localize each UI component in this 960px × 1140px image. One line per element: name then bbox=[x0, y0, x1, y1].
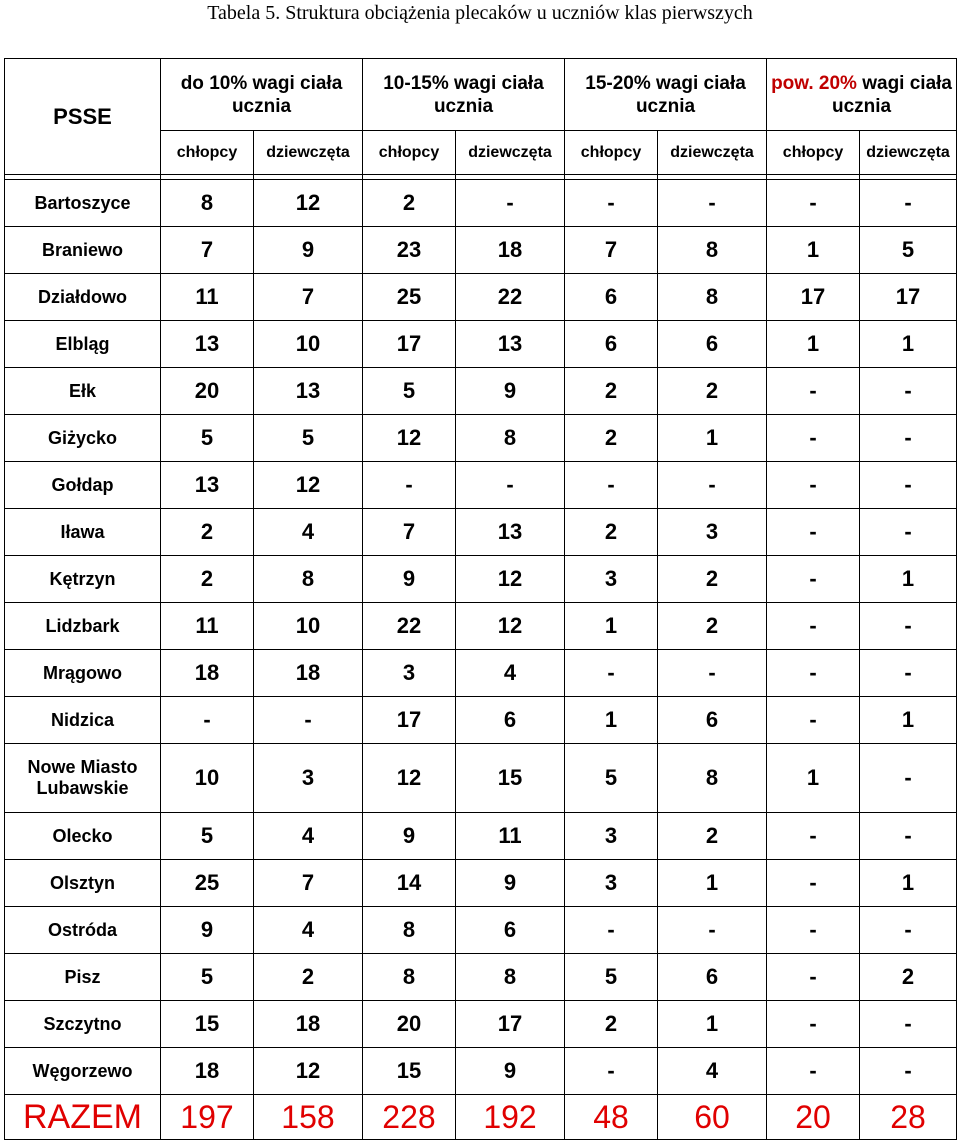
value-cell: - bbox=[860, 744, 957, 813]
value-cell: 4 bbox=[456, 650, 565, 697]
value-cell: 25 bbox=[363, 274, 456, 321]
table-row bbox=[5, 227, 957, 274]
value-cell: 5 bbox=[161, 415, 254, 462]
value-cell: 2 bbox=[254, 954, 363, 1001]
value-cell: 3 bbox=[565, 813, 658, 860]
psse-name: Działdowo bbox=[5, 274, 161, 321]
value-cell: 18 bbox=[161, 650, 254, 697]
value-cell: 6 bbox=[658, 321, 767, 368]
value-cell: 1 bbox=[658, 415, 767, 462]
value-cell: 9 bbox=[254, 227, 363, 274]
value-cell: - bbox=[860, 180, 957, 227]
value-cell: 7 bbox=[363, 509, 456, 556]
value-cell: 1 bbox=[860, 860, 957, 907]
value-cell: 5 bbox=[161, 954, 254, 1001]
psse-name: Bartoszyce bbox=[5, 180, 161, 227]
value-cell: 12 bbox=[254, 180, 363, 227]
boys-header: chłopcy bbox=[767, 131, 860, 175]
value-cell: - bbox=[456, 462, 565, 509]
value-cell: 9 bbox=[363, 556, 456, 603]
total-label: RAZEM bbox=[5, 1095, 161, 1140]
value-cell: 2 bbox=[565, 509, 658, 556]
value-cell: 4 bbox=[254, 813, 363, 860]
psse-name: Iława bbox=[5, 509, 161, 556]
value-cell: 9 bbox=[456, 1048, 565, 1095]
value-cell: 5 bbox=[161, 813, 254, 860]
value-cell: - bbox=[767, 954, 860, 1001]
value-cell: 12 bbox=[254, 1048, 363, 1095]
value-cell: 12 bbox=[254, 462, 363, 509]
table-row bbox=[5, 556, 957, 603]
total-value-cell: 192 bbox=[456, 1095, 565, 1140]
boys-header: chłopcy bbox=[161, 131, 254, 175]
value-cell: 2 bbox=[860, 954, 957, 1001]
value-cell: - bbox=[565, 462, 658, 509]
value-cell: 13 bbox=[456, 321, 565, 368]
total-value-cell: 20 bbox=[767, 1095, 860, 1140]
value-cell: - bbox=[161, 697, 254, 744]
value-cell: - bbox=[565, 907, 658, 954]
value-cell: 11 bbox=[161, 603, 254, 650]
value-cell: 9 bbox=[363, 813, 456, 860]
table-row bbox=[5, 954, 957, 1001]
value-cell: 17 bbox=[860, 274, 957, 321]
value-cell: - bbox=[767, 368, 860, 415]
value-cell: 3 bbox=[254, 744, 363, 813]
value-cell: - bbox=[565, 1048, 658, 1095]
value-cell: - bbox=[767, 907, 860, 954]
table-row bbox=[5, 274, 957, 321]
value-cell: 2 bbox=[658, 556, 767, 603]
value-cell: 12 bbox=[363, 744, 456, 813]
value-cell: 2 bbox=[565, 368, 658, 415]
value-cell: 10 bbox=[254, 321, 363, 368]
total-value-cell: 228 bbox=[363, 1095, 456, 1140]
table-row bbox=[5, 180, 957, 227]
value-cell: 12 bbox=[363, 415, 456, 462]
total-value-cell: 197 bbox=[161, 1095, 254, 1140]
value-cell: - bbox=[767, 462, 860, 509]
value-cell: 23 bbox=[363, 227, 456, 274]
value-cell: - bbox=[767, 697, 860, 744]
table-row bbox=[5, 650, 957, 697]
value-cell: 9 bbox=[456, 860, 565, 907]
value-cell: 6 bbox=[658, 954, 767, 1001]
value-cell: - bbox=[658, 180, 767, 227]
psse-name: Elbląg bbox=[5, 321, 161, 368]
value-cell: 13 bbox=[456, 509, 565, 556]
value-cell: 5 bbox=[565, 954, 658, 1001]
table-row bbox=[5, 509, 957, 556]
value-cell: 2 bbox=[658, 368, 767, 415]
value-cell: 2 bbox=[161, 509, 254, 556]
value-cell: - bbox=[456, 180, 565, 227]
value-cell: 11 bbox=[456, 813, 565, 860]
psse-name: Ostróda bbox=[5, 907, 161, 954]
value-cell: - bbox=[254, 697, 363, 744]
value-cell: - bbox=[565, 650, 658, 697]
table-row bbox=[5, 697, 957, 744]
value-cell: 15 bbox=[363, 1048, 456, 1095]
psse-name: Ełk bbox=[5, 368, 161, 415]
value-cell: 17 bbox=[767, 274, 860, 321]
value-cell: - bbox=[860, 368, 957, 415]
value-cell: 1 bbox=[767, 227, 860, 274]
value-cell: 13 bbox=[161, 462, 254, 509]
value-cell: - bbox=[860, 650, 957, 697]
value-cell: - bbox=[767, 650, 860, 697]
value-cell: 3 bbox=[363, 650, 456, 697]
value-cell: 10 bbox=[161, 744, 254, 813]
girls-header: dziewczęta bbox=[658, 131, 767, 175]
table-caption: Tabela 5. Struktura obciążenia plecaków u uczniów klas pierwszych bbox=[207, 2, 753, 24]
table-row bbox=[5, 1001, 957, 1048]
table-row bbox=[5, 813, 957, 860]
value-cell: 1 bbox=[860, 697, 957, 744]
total-value-cell: 158 bbox=[254, 1095, 363, 1140]
group-header-over-20-prefix: pow. 20% bbox=[771, 72, 857, 94]
value-cell: 9 bbox=[161, 907, 254, 954]
value-cell: 6 bbox=[565, 274, 658, 321]
value-cell: 5 bbox=[860, 227, 957, 274]
value-cell: 22 bbox=[363, 603, 456, 650]
value-cell: 6 bbox=[456, 697, 565, 744]
girls-header: dziewczęta bbox=[456, 131, 565, 175]
psse-name: Olecko bbox=[5, 813, 161, 860]
value-cell: 17 bbox=[363, 697, 456, 744]
value-cell: - bbox=[860, 1048, 957, 1095]
value-cell: 4 bbox=[254, 907, 363, 954]
value-cell: 1 bbox=[658, 860, 767, 907]
psse-name: Gołdap bbox=[5, 462, 161, 509]
value-cell: 10 bbox=[254, 603, 363, 650]
value-cell: 13 bbox=[254, 368, 363, 415]
value-cell: - bbox=[767, 1048, 860, 1095]
value-cell: - bbox=[363, 462, 456, 509]
value-cell: - bbox=[658, 462, 767, 509]
value-cell: 8 bbox=[363, 907, 456, 954]
value-cell: 9 bbox=[456, 368, 565, 415]
psse-name: Giżycko bbox=[5, 415, 161, 462]
value-cell: - bbox=[860, 1001, 957, 1048]
value-cell: 18 bbox=[254, 1001, 363, 1048]
psse-name: Nowe Miasto Lubawskie bbox=[5, 744, 161, 813]
value-cell: 8 bbox=[456, 415, 565, 462]
value-cell: 20 bbox=[363, 1001, 456, 1048]
psse-name: Węgorzewo bbox=[5, 1048, 161, 1095]
table-row bbox=[5, 462, 957, 509]
value-cell: - bbox=[860, 907, 957, 954]
value-cell: - bbox=[767, 813, 860, 860]
psse-header: PSSE bbox=[5, 59, 161, 175]
value-cell: 12 bbox=[456, 603, 565, 650]
table-row bbox=[5, 744, 957, 813]
girls-header: dziewczęta bbox=[254, 131, 363, 175]
table-row bbox=[5, 907, 957, 954]
value-cell: - bbox=[767, 1001, 860, 1048]
value-cell: 5 bbox=[363, 368, 456, 415]
value-cell: 11 bbox=[161, 274, 254, 321]
group-header-10-15: 10-15% wagi ciała ucznia bbox=[363, 59, 565, 131]
value-cell: 1 bbox=[767, 744, 860, 813]
value-cell: 4 bbox=[658, 1048, 767, 1095]
group-header-15-20: 15-20% wagi ciała ucznia bbox=[565, 59, 767, 131]
table-row bbox=[5, 860, 957, 907]
value-cell: 8 bbox=[658, 227, 767, 274]
value-cell: 6 bbox=[658, 697, 767, 744]
value-cell: - bbox=[767, 860, 860, 907]
value-cell: - bbox=[767, 603, 860, 650]
value-cell: 7 bbox=[254, 274, 363, 321]
value-cell: 20 bbox=[161, 368, 254, 415]
value-cell: 6 bbox=[456, 907, 565, 954]
value-cell: 8 bbox=[161, 180, 254, 227]
girls-header: dziewczęta bbox=[860, 131, 957, 175]
value-cell: 13 bbox=[161, 321, 254, 368]
value-cell: 18 bbox=[161, 1048, 254, 1095]
boys-header: chłopcy bbox=[363, 131, 456, 175]
value-cell: 3 bbox=[565, 556, 658, 603]
value-cell: 15 bbox=[161, 1001, 254, 1048]
psse-name: Szczytno bbox=[5, 1001, 161, 1048]
value-cell: 1 bbox=[565, 697, 658, 744]
backpack-load-table bbox=[4, 58, 957, 1140]
value-cell: 8 bbox=[254, 556, 363, 603]
table-row bbox=[5, 321, 957, 368]
value-cell: 22 bbox=[456, 274, 565, 321]
psse-name: Olsztyn bbox=[5, 860, 161, 907]
group-header-0-10: do 10% wagi ciała ucznia bbox=[161, 59, 363, 131]
value-cell: - bbox=[565, 180, 658, 227]
total-row bbox=[5, 1095, 957, 1140]
value-cell: 7 bbox=[254, 860, 363, 907]
value-cell: 18 bbox=[456, 227, 565, 274]
value-cell: 2 bbox=[161, 556, 254, 603]
psse-name: Pisz bbox=[5, 954, 161, 1001]
value-cell: 2 bbox=[565, 1001, 658, 1048]
value-cell: 5 bbox=[254, 415, 363, 462]
value-cell: - bbox=[860, 509, 957, 556]
value-cell: 1 bbox=[767, 321, 860, 368]
value-cell: 1 bbox=[860, 556, 957, 603]
value-cell: - bbox=[767, 180, 860, 227]
table-row bbox=[5, 603, 957, 650]
value-cell: - bbox=[860, 813, 957, 860]
group-header-over-20-rest: wagi ciała ucznia bbox=[831, 72, 952, 117]
total-value-cell: 60 bbox=[658, 1095, 767, 1140]
value-cell: 2 bbox=[658, 813, 767, 860]
value-cell: - bbox=[860, 603, 957, 650]
value-cell: - bbox=[860, 415, 957, 462]
value-cell: 15 bbox=[456, 744, 565, 813]
boys-header: chłopcy bbox=[565, 131, 658, 175]
psse-name: Kętrzyn bbox=[5, 556, 161, 603]
value-cell: - bbox=[767, 509, 860, 556]
value-cell: 12 bbox=[456, 556, 565, 603]
value-cell: 8 bbox=[456, 954, 565, 1001]
value-cell: 1 bbox=[860, 321, 957, 368]
table-row bbox=[5, 415, 957, 462]
value-cell: 2 bbox=[658, 603, 767, 650]
value-cell: - bbox=[767, 415, 860, 462]
psse-name: Lidzbark bbox=[5, 603, 161, 650]
value-cell: 4 bbox=[254, 509, 363, 556]
total-value-cell: 48 bbox=[565, 1095, 658, 1140]
value-cell: 17 bbox=[456, 1001, 565, 1048]
value-cell: - bbox=[658, 650, 767, 697]
psse-name: Mrągowo bbox=[5, 650, 161, 697]
value-cell: 6 bbox=[565, 321, 658, 368]
value-cell: 7 bbox=[565, 227, 658, 274]
value-cell: 7 bbox=[161, 227, 254, 274]
value-cell: 1 bbox=[565, 603, 658, 650]
value-cell: - bbox=[767, 556, 860, 603]
value-cell: 1 bbox=[658, 1001, 767, 1048]
value-cell: - bbox=[860, 462, 957, 509]
total-value-cell: 28 bbox=[860, 1095, 957, 1140]
value-cell: 3 bbox=[658, 509, 767, 556]
value-cell: - bbox=[658, 907, 767, 954]
psse-name: Braniewo bbox=[5, 227, 161, 274]
value-cell: 17 bbox=[363, 321, 456, 368]
value-cell: 14 bbox=[363, 860, 456, 907]
value-cell: 3 bbox=[565, 860, 658, 907]
psse-name: Nidzica bbox=[5, 697, 161, 744]
group-header-over-20 bbox=[767, 59, 957, 131]
value-cell: 25 bbox=[161, 860, 254, 907]
value-cell: 2 bbox=[363, 180, 456, 227]
value-cell: 5 bbox=[565, 744, 658, 813]
table-row bbox=[5, 1048, 957, 1095]
value-cell: 18 bbox=[254, 650, 363, 697]
value-cell: 8 bbox=[658, 744, 767, 813]
value-cell: 8 bbox=[363, 954, 456, 1001]
value-cell: 8 bbox=[658, 274, 767, 321]
value-cell: 2 bbox=[565, 415, 658, 462]
table-row bbox=[5, 368, 957, 415]
